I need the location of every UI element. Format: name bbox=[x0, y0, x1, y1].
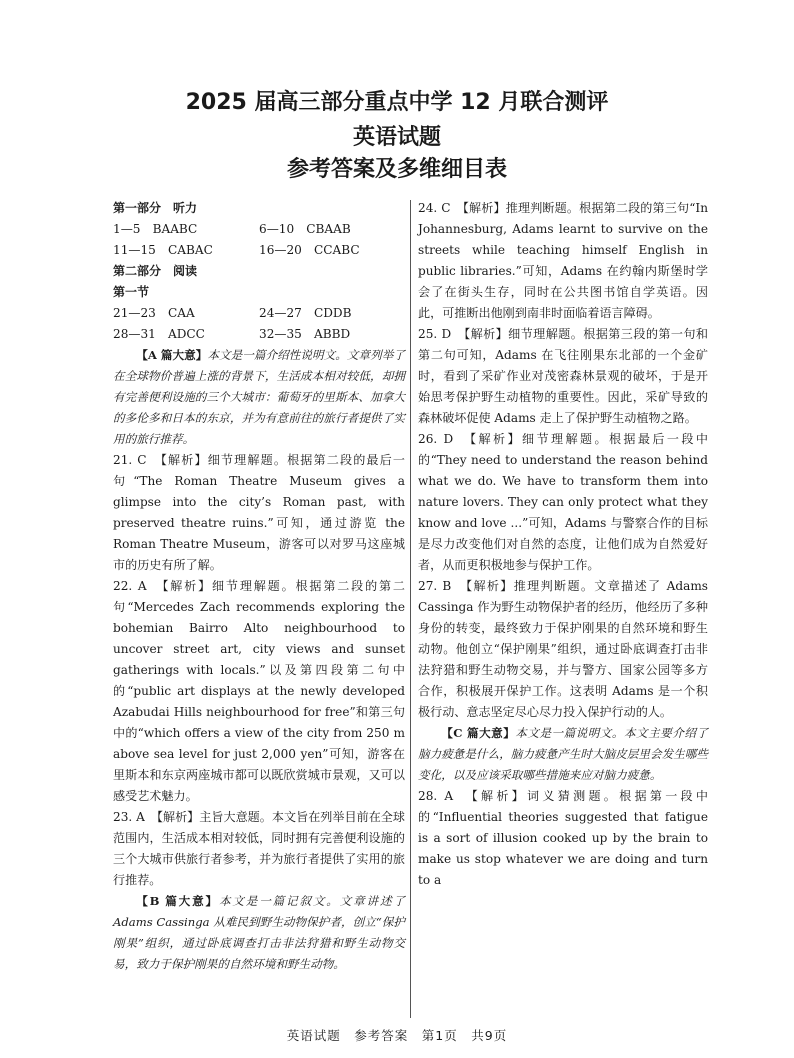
answer-group: 6—10 CBAAB bbox=[259, 222, 351, 236]
answer-explanation-24: 24. C 【解析】推理判断题。根据第二段的第三句“In Johannesburg, Adams learnt to survive on the streets while teaching himself English in public libraries.”可知，Adams 在约翰内斯堡时学会了在街头生存，同时在公共图书馆自学英语。因此，可推断出他刚到南非时面临着语言障碍。 bbox=[418, 201, 708, 320]
page-title: 2025 届高三部分重点中学 12 月联合测评 bbox=[185, 90, 609, 115]
answer-group: 21—23 CAA bbox=[113, 306, 195, 320]
passage-a-summary bbox=[113, 345, 405, 450]
answer-group: 32—35 ABBD bbox=[259, 327, 351, 341]
left-column bbox=[113, 198, 405, 975]
page-subtitle: 英语试题 bbox=[352, 125, 441, 150]
answer-group: 16—20 CCABC bbox=[259, 243, 360, 257]
answer-row bbox=[113, 240, 405, 261]
passage-c-summary bbox=[418, 723, 708, 786]
summary-text: 本文是一篇说明文。本文主要介绍了脑力疲惫是什么，脑力疲惫产生时大脑皮层里会发生哪些变化，以及应该采取哪些措施来应对脑力疲惫。 bbox=[418, 726, 708, 782]
summary-tag: 【C 篇大意】 bbox=[441, 726, 516, 740]
section1-heading: 第一节 bbox=[113, 285, 150, 299]
answer-group: 1—5 BAABC bbox=[113, 222, 198, 236]
summary-text: 本文是一篇记叙文。文章讲述了 Adams Cassinga 从难民到野生动物保护者，创立“保护刚果”组织，通过卧底调查打击非法狩猎和野生动物交易，致力于保护刚果的自然环境和野生动物。 bbox=[113, 894, 405, 971]
answer-explanation-22: 22. A 【解析】细节理解题。根据第二段的第二句“Mercedes Zach recommends exploring the bohemian Bairro Alto neighbourhood to uncover street art, city views and sunset gatherings with locals.”以及第四段第二句中的“public art displays at the newly developed Azabudai Hills neighbourhood for free”和第三句中的“which offers a view of the city from 250 m above sea level for just 2,000 yen”可知，游客在里斯本和东京两座城市都可以既欣赏城市景观，又可以感受艺术魅力。 bbox=[113, 579, 405, 803]
answer-explanation-28: 28. A 【解析】词义猜测题。根据第一段中的“Influential theories suggested that fatigue is a sort of illusion cooked up by the brain to make us stop whatever we are doing and turn to a bbox=[418, 789, 708, 887]
column-divider bbox=[410, 200, 411, 1018]
passage-b-summary bbox=[113, 891, 405, 975]
answer-row bbox=[113, 303, 405, 324]
answer-group: 28—31 ADCC bbox=[113, 327, 205, 341]
right-column bbox=[418, 198, 708, 891]
answer-explanation-26: 26. D 【解析】细节理解题。根据最后一段中的“They need to understand the reason behind what we do. We have to transform them into nature lovers. They can only protect what they know and love ...”可知，Adams 与警察合作的目标是尽力改变他们对自然的态度，让他们成为自然爱好者，从而更积极地参与保护工作。 bbox=[418, 432, 708, 572]
answer-row bbox=[113, 219, 405, 240]
part1-heading: 第一部分 听力 bbox=[113, 201, 198, 215]
summary-tag: 【B 篇大意】 bbox=[136, 894, 219, 908]
answer-group: 24—27 CDDB bbox=[259, 306, 352, 320]
summary-text: 本文是一篇介绍性说明文。文章列举了在全球物价普遍上涨的背景下，生活成本相对较低，却拥有完善便利设施的三个大城市：葡萄牙的里斯本、加拿大的多伦多和日本的东京，并为有意前往的旅行者提供了实用的旅行推荐。 bbox=[113, 348, 405, 446]
answer-explanation-27: 27. B 【解析】推理判断题。文章描述了 Adams Cassinga 作为野生动物保护者的经历，他经历了多种身份的转变，最终致力于保护刚果的自然环境和野生动物。他创立“保护刚果”组织，通过卧底调查打击非法狩猎和野生动物交易，并与警方、国家公园等多方合作，积极展开保护工作。这表明 Adams 是一个积极行动、意志坚定尽心尽力投入保护行动的人。 bbox=[418, 579, 708, 719]
answer-explanation-21: 21. C 【解析】细节理解题。根据第二段的最后一句“The Roman Theatre Museum gives a glimpse into the city’s Roman past, with preserved theatre ruins.”可知，通过游览 the Roman Theatre Museum，游客可以对罗马这座城市的历史有所了解。 bbox=[113, 453, 405, 572]
page-footer: 英语试题 参考答案 第1页 共9页 bbox=[286, 1028, 508, 1043]
answer-row bbox=[113, 324, 405, 345]
answer-explanation-25: 25. D 【解析】细节理解题。根据第三段的第一句和第二句可知，Adams 在飞往刚果东北部的一个金矿时，看到了采矿作业对茂密森林景观的破坏，于是开始思考保护野生动植物的重要性。因此，采矿导致的森林破坏促使 Adams 走上了保护野生动植物之路。 bbox=[418, 327, 708, 425]
part2-heading: 第二部分 阅读 bbox=[113, 264, 198, 278]
answer-explanation-23: 23. A 【解析】主旨大意题。本文旨在列举目前在全球范围内，生活成本相对较低，同时拥有完善便利设施的三个大城市供旅行者参考，并为旅行者提供了实用的旅行推荐。 bbox=[113, 810, 405, 887]
page-subtitle-2: 参考答案及多维细目表 bbox=[286, 157, 507, 182]
summary-tag: 【A 篇大意】 bbox=[136, 348, 208, 362]
answer-group: 11—15 CABAC bbox=[113, 243, 213, 257]
